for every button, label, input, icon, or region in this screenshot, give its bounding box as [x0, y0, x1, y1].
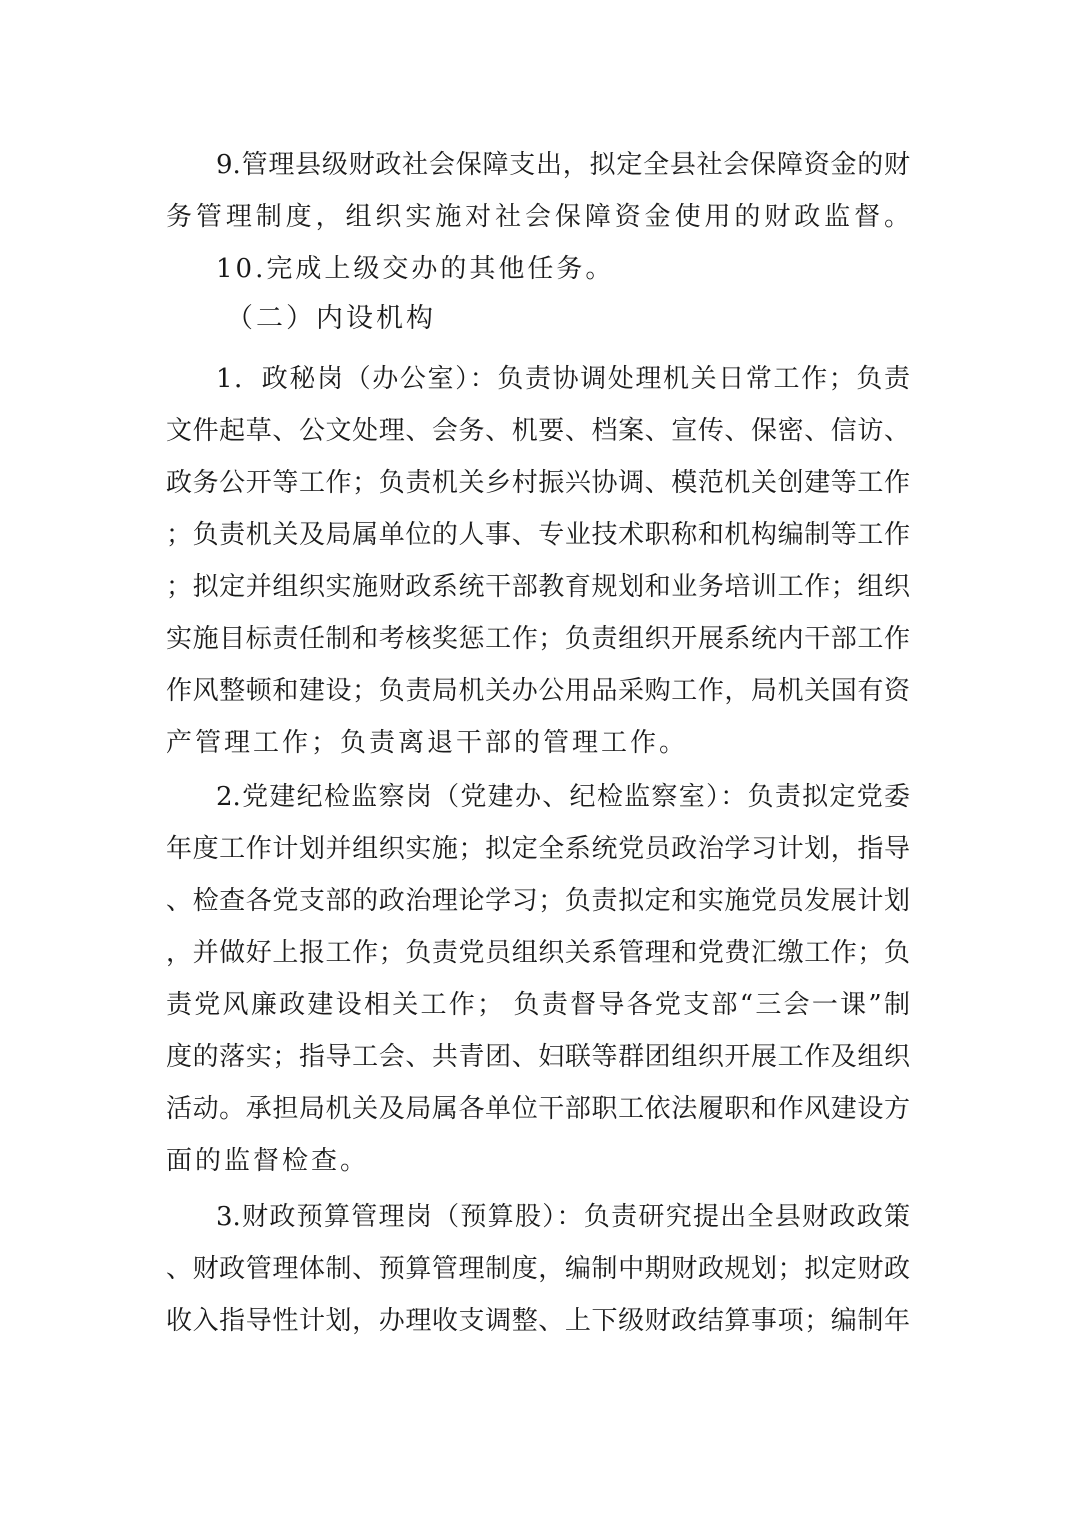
paragraph-line: 2.党建纪检监察岗（党建办、纪检监察室）：负责拟定党委 [216, 782, 910, 812]
paragraph-line: ；负责机关及局属单位的人事、专业技术职称和机构编制等工作 [166, 520, 910, 550]
paragraph-line: 实施目标责任制和考核奖惩工作；负责组织开展系统内干部工作 [166, 624, 910, 654]
paragraph-line: 、财政管理体制、预算管理制度，编制中期财政规划；拟定财政 [166, 1254, 910, 1284]
paragraph-line: 作风整顿和建设；负责局机关办公用品采购工作，局机关国有资 [166, 676, 910, 706]
paragraph-line: 收入指导性计划，办理收支调整、上下级财政结算事项；编制年 [166, 1306, 910, 1336]
paragraph-line: 10.完成上级交办的其他任务。 [216, 254, 615, 284]
paragraph-line: ，并做好上报工作；负责党员组织关系管理和党费汇缴工作；负 [166, 938, 910, 968]
paragraph-line: 度的落实；指导工会、共青团、妇联等群团组织开展工作及组织 [166, 1042, 910, 1072]
paragraph-line: 责党风廉政建设相关工作； 负责督导各党支部“三会一课”制 [166, 990, 910, 1020]
paragraph-line: 年度工作计划并组织实施；拟定全系统党员政治学习计划，指导 [166, 834, 910, 864]
paragraph-line: 文件起草、公文处理、会务、机要、档案、宣传、保密、信访、 [166, 416, 910, 446]
paragraph-line: 产管理工作；负责离退干部的管理工作。 [166, 728, 689, 758]
paragraph-line: 1．政秘岗（办公室）：负责协调处理机关日常工作；负责 [216, 364, 910, 394]
paragraph-line: 3.财政预算管理岗（预算股）：负责研究提出全县财政政策 [216, 1202, 910, 1232]
paragraph-line: 务管理制度，组织实施对社会保障资金使用的财政监督。 [166, 202, 910, 232]
paragraph-line: ；拟定并组织实施财政系统干部教育规划和业务培训工作；组织 [166, 572, 910, 602]
paragraph-line: 、检查各党支部的政治理论学习；负责拟定和实施党员发展计划 [166, 886, 910, 916]
paragraph-line: 活动。承担局机关及局属各单位干部职工依法履职和作风建设方 [166, 1094, 910, 1124]
paragraph-line: 政务公开等工作；负责机关乡村振兴协调、模范机关创建等工作 [166, 468, 910, 498]
section-heading: （二）内设机构 [226, 303, 436, 334]
paragraph-line: 面的监督检查。 [166, 1146, 370, 1176]
paragraph-line: 9.管理县级财政社会保障支出，拟定全县社会保障资金的财 [216, 150, 910, 180]
